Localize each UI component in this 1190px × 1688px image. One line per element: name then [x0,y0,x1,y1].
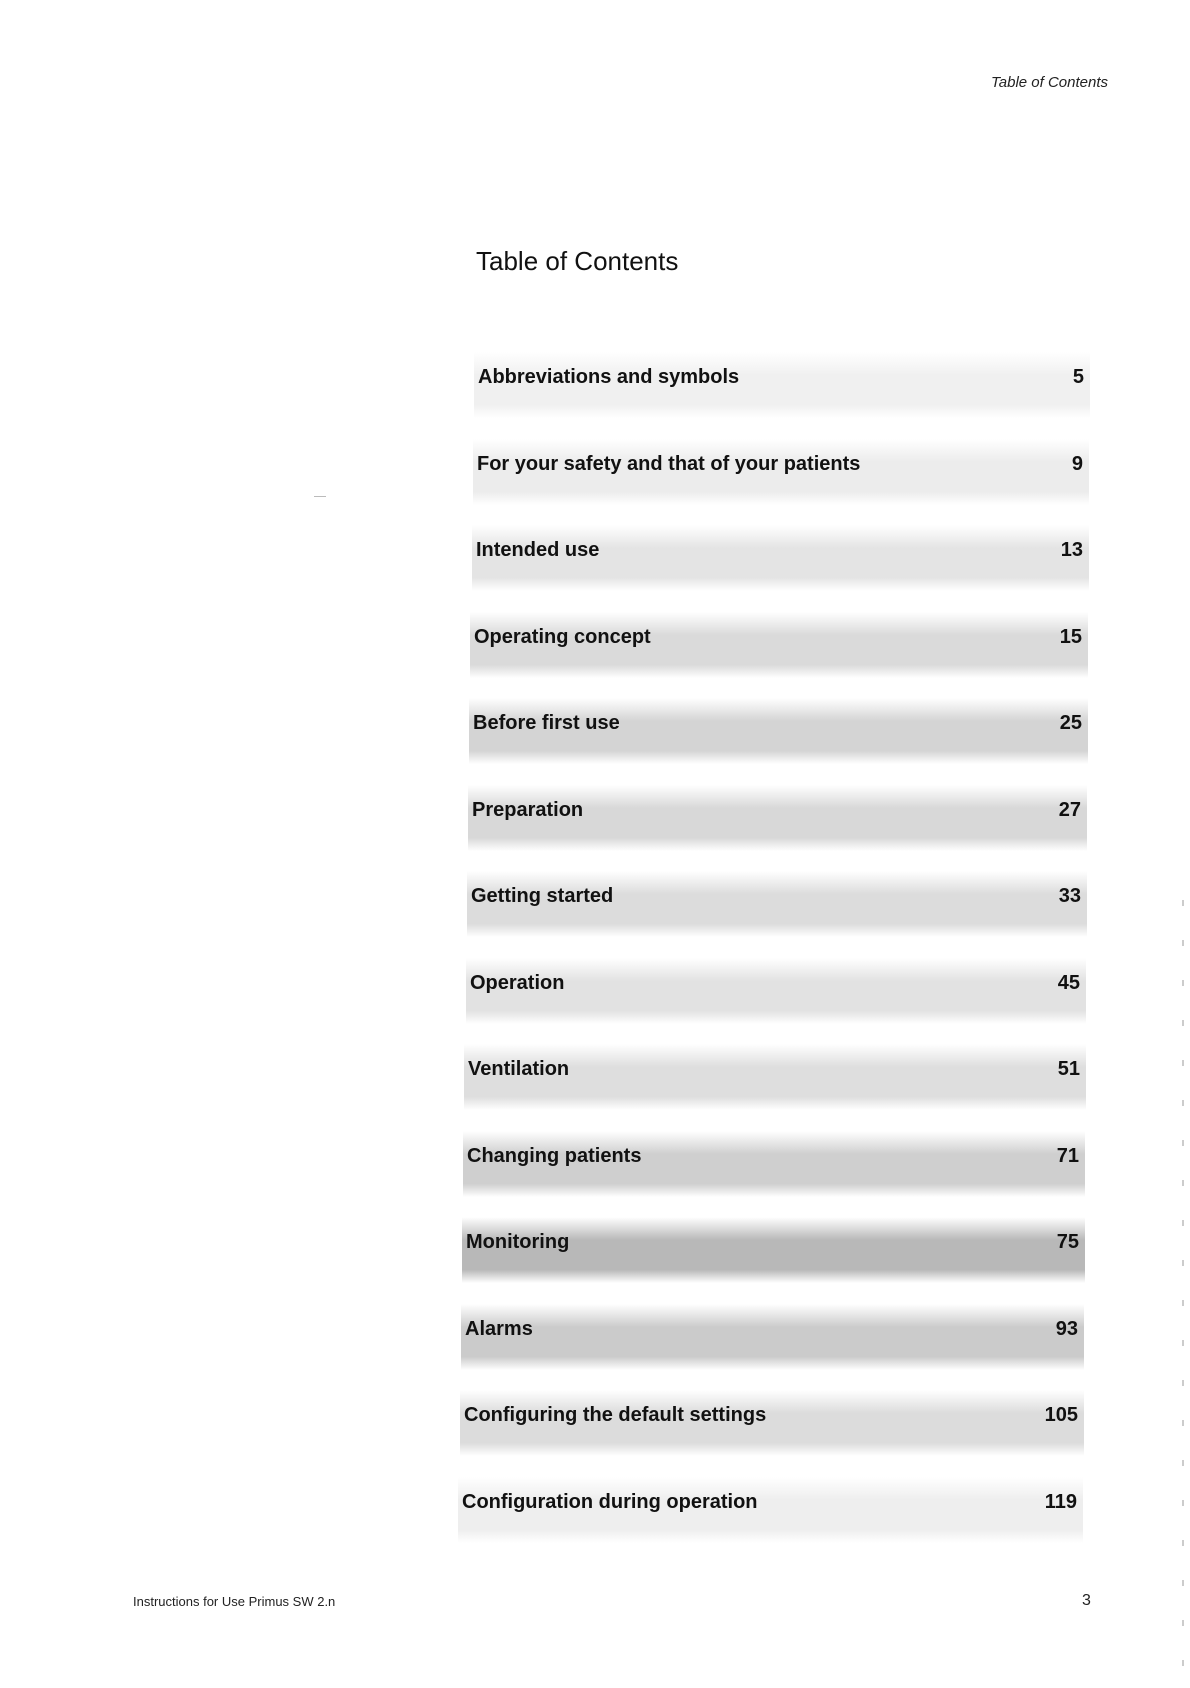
toc-entry-page: 27 [1058,798,1081,821]
toc-entry-label: Changing patients [467,1144,642,1167]
toc-entry-getting-started[interactable] [467,871,1087,937]
footer-document-name: Instructions for Use Primus SW 2.n [133,1594,336,1609]
toc-entry-preparation[interactable] [468,785,1087,851]
running-header: Table of Contents [990,74,1108,91]
toc-entry-configuring-defaults[interactable] [460,1390,1084,1456]
toc-entry-ventilation[interactable] [464,1044,1086,1110]
scan-edge-artifact [1182,900,1184,1680]
toc-entry-page: 51 [1057,1057,1080,1080]
toc-entry-page: 75 [1056,1230,1079,1253]
toc-entry-page: 25 [1059,711,1082,734]
toc-entry-label: Monitoring [466,1230,570,1253]
toc-entry-page: 5 [1072,365,1084,388]
margin-mark [314,496,326,497]
toc-entry-intended-use[interactable] [472,525,1089,591]
toc-entry-page: 33 [1058,884,1081,907]
toc-entry-before-first-use[interactable] [469,698,1088,764]
toc-entry-operating-concept[interactable] [470,612,1088,678]
toc-entry-page: 71 [1056,1144,1079,1167]
toc-entry-page: 105 [1044,1403,1078,1426]
toc-entry-label: Preparation [472,798,584,821]
toc-entry-alarms[interactable] [461,1304,1084,1370]
toc-entry-label: Intended use [476,538,600,561]
toc-entry-label: For your safety and that of your patients [477,452,861,475]
toc-entry-label: Ventilation [468,1057,570,1080]
toc-entry-abbreviations[interactable] [474,352,1090,418]
toc-entry-page: 13 [1060,538,1083,561]
footer-page-number: 3 [1082,1592,1091,1609]
toc-entry-page: 119 [1044,1490,1077,1513]
toc-entry-label: Configuring the default settings [464,1403,767,1426]
toc-entry-page: 93 [1055,1317,1078,1340]
page-title: Table of Contents [476,246,679,276]
toc-entry-label: Configuration during operation [462,1490,758,1513]
toc-entry-page: 45 [1057,971,1080,994]
toc-entry-page: 15 [1059,625,1082,648]
toc-entry-label: Operating concept [474,625,651,648]
toc-entry-label: Alarms [465,1317,533,1340]
toc-entry-label: Abbreviations and symbols [478,365,740,388]
toc-entry-page: 9 [1071,452,1083,475]
toc-entry-label: Getting started [471,884,614,907]
toc-entry-label: Operation [470,971,565,994]
toc-entry-monitoring[interactable] [462,1217,1085,1283]
toc-entry-changing-patients[interactable] [463,1131,1085,1197]
toc-entry-operation[interactable] [466,958,1086,1024]
toc-entry-label: Before first use [473,711,620,734]
toc-entry-safety[interactable] [473,439,1089,505]
toc-entry-configuration-during-operation[interactable] [458,1477,1083,1543]
